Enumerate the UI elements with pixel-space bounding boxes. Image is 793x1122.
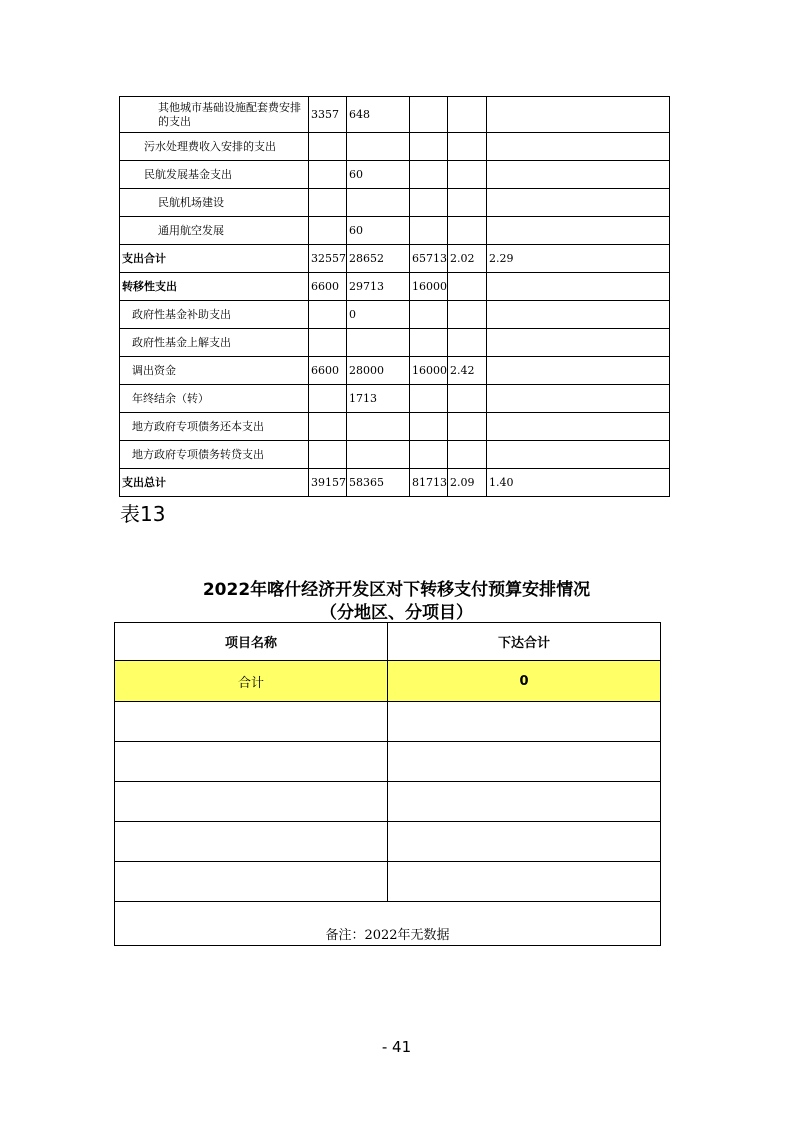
budget-value-cell [410, 97, 448, 133]
transfer-empty-row [115, 702, 661, 742]
budget-value-cell: 32557 [309, 245, 347, 273]
transfer-empty-cell [388, 742, 661, 782]
budget-value-cell [309, 441, 347, 469]
budget-value-cell [309, 413, 347, 441]
budget-value-cell: 29713 [347, 273, 410, 301]
budget-row [120, 133, 670, 161]
transfer-empty-row [115, 822, 661, 862]
budget-item-name: 政府性基金上解支出 [120, 329, 309, 357]
transfer-note-row [115, 902, 661, 946]
budget-value-cell [487, 217, 670, 245]
budget-value-cell [487, 189, 670, 217]
budget-value-cell [347, 133, 410, 161]
budget-value-cell [487, 329, 670, 357]
budget-value-cell [448, 97, 487, 133]
budget-value-cell: 60 [347, 217, 410, 245]
transfer-header-row [115, 623, 661, 661]
table-label: 表13 [120, 502, 166, 526]
budget-value-cell [347, 413, 410, 441]
budget-value-cell [347, 441, 410, 469]
budget-row [120, 217, 670, 245]
budget-row [120, 385, 670, 413]
budget-value-cell [487, 133, 670, 161]
budget-value-cell [309, 189, 347, 217]
total-amount-cell: 0 [388, 661, 661, 702]
budget-value-cell: 3357 [309, 97, 347, 133]
budget-item-name: 支出合计 [120, 245, 309, 273]
budget-item-name: 地方政府专项债务还本支出 [120, 413, 309, 441]
budget-item-name: 地方政府专项债务转贷支出 [120, 441, 309, 469]
total-name-cell: 合计 [115, 661, 388, 702]
transfer-empty-cell [388, 702, 661, 742]
transfer-table [114, 622, 661, 946]
budget-value-cell: 2.29 [487, 245, 670, 273]
budget-row [120, 273, 670, 301]
budget-value-cell: 58365 [347, 469, 410, 497]
transfer-empty-cell [388, 782, 661, 822]
budget-row [120, 469, 670, 497]
budget-value-cell [487, 161, 670, 189]
budget-row [120, 413, 670, 441]
budget-value-cell: 2.02 [448, 245, 487, 273]
budget-table [119, 96, 670, 497]
budget-row [120, 301, 670, 329]
transfer-total-row [115, 661, 661, 702]
budget-value-cell [448, 273, 487, 301]
transfer-empty-row [115, 782, 661, 822]
transfer-empty-cell [115, 742, 388, 782]
transfer-table-body [115, 623, 661, 946]
budget-row [120, 245, 670, 273]
budget-value-cell [487, 301, 670, 329]
budget-item-name: 其他城市基础设施配套费安排的支出 [120, 97, 309, 133]
budget-item-name: 通用航空发展 [120, 217, 309, 245]
budget-item-name: 政府性基金补助支出 [120, 301, 309, 329]
budget-value-cell [410, 161, 448, 189]
budget-value-cell [309, 217, 347, 245]
budget-item-name: 年终结余（转） [120, 385, 309, 413]
budget-row [120, 441, 670, 469]
budget-value-cell [309, 133, 347, 161]
budget-value-cell [410, 301, 448, 329]
transfer-empty-row [115, 742, 661, 782]
budget-value-cell: 16000 [410, 273, 448, 301]
transfer-empty-cell [115, 862, 388, 902]
transfer-empty-row [115, 862, 661, 902]
budget-value-cell [309, 329, 347, 357]
budget-table-body [120, 97, 670, 497]
budget-value-cell: 65713 [410, 245, 448, 273]
budget-value-cell: 1713 [347, 385, 410, 413]
budget-item-name: 民航机场建设 [120, 189, 309, 217]
budget-value-cell: 60 [347, 161, 410, 189]
transfer-empty-cell [388, 822, 661, 862]
budget-value-cell [448, 161, 487, 189]
budget-value-cell: 6600 [309, 357, 347, 385]
budget-value-cell: 28652 [347, 245, 410, 273]
budget-value-cell [487, 385, 670, 413]
budget-value-cell [448, 133, 487, 161]
budget-value-cell: 28000 [347, 357, 410, 385]
budget-item-name: 污水处理费收入安排的支出 [120, 133, 309, 161]
budget-value-cell [448, 217, 487, 245]
budget-value-cell [309, 161, 347, 189]
budget-value-cell [487, 357, 670, 385]
budget-value-cell: 648 [347, 97, 410, 133]
header-total: 下达合计 [388, 623, 661, 661]
budget-value-cell [448, 413, 487, 441]
budget-value-cell [487, 97, 670, 133]
budget-value-cell: 39157 [309, 469, 347, 497]
budget-item-name: 转移性支出 [120, 273, 309, 301]
budget-value-cell [347, 189, 410, 217]
budget-item-name: 调出资金 [120, 357, 309, 385]
transfer-empty-cell [115, 702, 388, 742]
budget-value-cell [410, 217, 448, 245]
budget-value-cell [448, 385, 487, 413]
budget-value-cell: 2.42 [448, 357, 487, 385]
budget-row [120, 97, 670, 133]
budget-item-name: 支出总计 [120, 469, 309, 497]
budget-row [120, 189, 670, 217]
budget-value-cell: 0 [347, 301, 410, 329]
budget-row [120, 161, 670, 189]
budget-value-cell [347, 329, 410, 357]
budget-value-cell: 6600 [309, 273, 347, 301]
page-subtitle: （分地区、分项目） [320, 603, 473, 623]
budget-value-cell [410, 133, 448, 161]
budget-value-cell [487, 413, 670, 441]
budget-value-cell [410, 441, 448, 469]
budget-value-cell [448, 189, 487, 217]
transfer-note: 备注：2022年无数据 [115, 902, 661, 946]
budget-value-cell [410, 189, 448, 217]
budget-value-cell: 2.09 [448, 469, 487, 497]
budget-value-cell [410, 413, 448, 441]
budget-value-cell [309, 385, 347, 413]
budget-value-cell: 1.40 [487, 469, 670, 497]
budget-row [120, 329, 670, 357]
budget-value-cell [309, 301, 347, 329]
budget-value-cell: 16000 [410, 357, 448, 385]
transfer-empty-cell [388, 862, 661, 902]
transfer-empty-cell [115, 782, 388, 822]
budget-value-cell: 81713 [410, 469, 448, 497]
budget-value-cell [410, 385, 448, 413]
page-title: 2022年喀什经济开发区对下转移支付预算安排情况 [202, 580, 591, 600]
budget-row [120, 357, 670, 385]
budget-value-cell [487, 273, 670, 301]
transfer-empty-cell [115, 822, 388, 862]
budget-value-cell [487, 441, 670, 469]
budget-item-name: 民航发展基金支出 [120, 161, 309, 189]
budget-value-cell [448, 329, 487, 357]
budget-value-cell [448, 441, 487, 469]
header-item-name: 项目名称 [115, 623, 388, 661]
page-number: - 41 [381, 1038, 412, 1056]
budget-value-cell [410, 329, 448, 357]
budget-value-cell [448, 301, 487, 329]
